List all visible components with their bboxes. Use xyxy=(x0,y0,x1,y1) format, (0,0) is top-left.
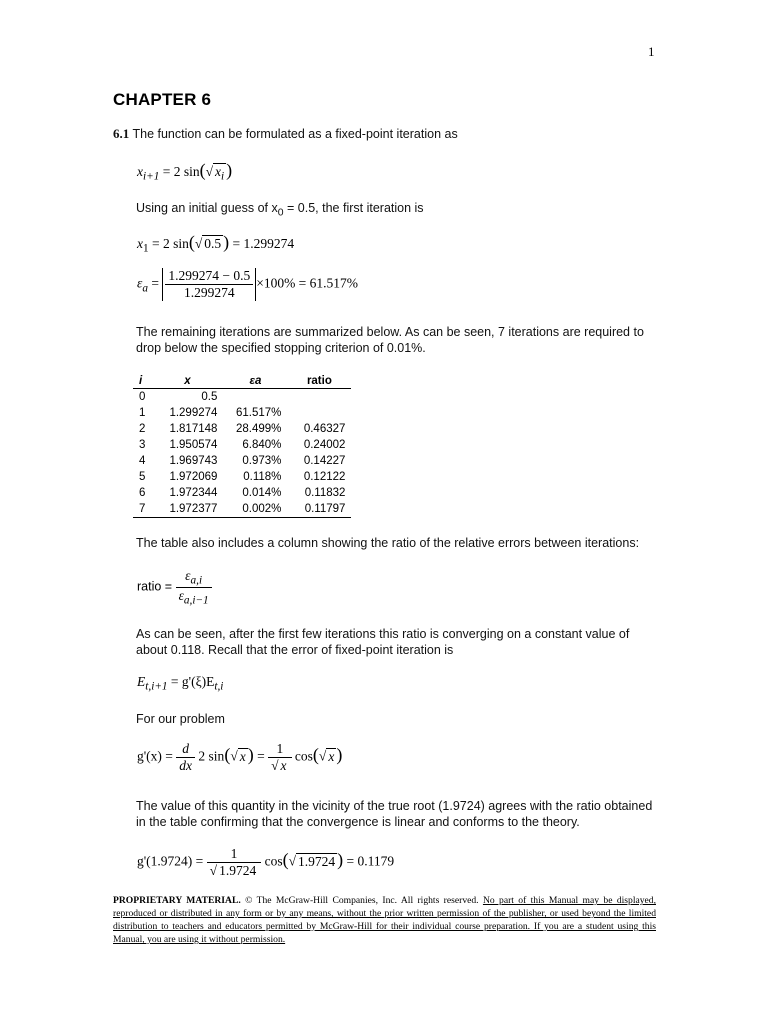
eq1-lhs: x xyxy=(137,164,143,179)
deriv-cos: cos xyxy=(294,748,313,764)
deriv-den-var: x xyxy=(280,758,287,773)
cell-i: 2 xyxy=(139,423,146,435)
eq2-lhs: x xyxy=(137,236,143,251)
chapter-title: CHAPTER 6 xyxy=(113,90,212,109)
deriv-var: x xyxy=(239,748,246,764)
cell-ratio: 0.14227 xyxy=(303,455,346,467)
intro-text: The function can be formulated as a fixed-point iteration as xyxy=(132,127,458,141)
value-text: The value of this quantity in the vicinity of the true root (1.9724) agrees with the ratio obtained in the table confirming that the convergence is linear and conforms to the theory. xyxy=(136,799,653,829)
problem-intro xyxy=(113,126,458,142)
table-row xyxy=(133,389,351,406)
eq2-rhs-pre: = 2 sin xyxy=(152,236,189,251)
cell-ratio: 0.24002 xyxy=(303,439,346,451)
deriv-mid: 2 sin xyxy=(198,748,225,764)
cell-i: 0 xyxy=(139,391,146,403)
ratio-equation xyxy=(137,568,212,606)
relative-error-equation: $\varepsilon_a$ = $\frac{1.299274 - 0.5}{1.299274}$ ×100% = 61.517% xyxy=(137,268,359,300)
ratio-eq-den-sub: a,i−1 xyxy=(183,594,209,607)
col-ea-header: εa xyxy=(223,374,287,389)
eq3-lhs-sub: a xyxy=(142,282,148,295)
cell-ea: 28.499% xyxy=(236,423,282,435)
ratio-eq-lhs: ratio = xyxy=(137,579,173,594)
eq3-lhs: ε xyxy=(137,275,143,291)
error-eq-lhs: E xyxy=(137,674,146,689)
eq1-rhs-pre: = 2 sin xyxy=(162,164,200,179)
initial-guess-a: Using an initial guess of x xyxy=(136,201,278,215)
cell-ea: 61.517% xyxy=(236,407,282,419)
table-row xyxy=(133,437,351,453)
deriv-cos-var: x xyxy=(328,748,335,764)
cell-i: 4 xyxy=(139,455,146,467)
final-radicand: 1.9724 xyxy=(298,853,336,869)
ratio-eq-num-sub: a,i xyxy=(190,574,203,587)
cell-x: 1.969743 xyxy=(169,455,218,467)
deriv-eq: = xyxy=(257,748,265,764)
eq3-numerator: 1.299274 − 0.5 xyxy=(168,268,251,283)
cell-ratio: 0.11797 xyxy=(287,501,351,518)
error-eq-rhs: = g'(ξ)E xyxy=(170,674,215,689)
cell-ratio: 0.11832 xyxy=(304,487,346,499)
final-lhs: g'(1.9724) = xyxy=(137,853,204,869)
eq1-rhs-var: x xyxy=(215,164,222,179)
table-row xyxy=(133,421,351,437)
cell-ratio xyxy=(287,389,351,406)
footer-bold: PROPRIETARY MATERIAL. xyxy=(113,895,241,906)
error-eq-rhs-sub: t,i xyxy=(214,680,224,693)
deriv-d-num: d xyxy=(182,741,190,756)
table-row xyxy=(133,485,351,501)
convergence-text: As can be seen, after the first few iterations this ratio is converging on a constant value of about 0.118. Recall that the error of fixed-point iteration is xyxy=(136,627,630,657)
ratio-eq-den: ε xyxy=(178,587,184,603)
cell-ea: 6.840% xyxy=(242,439,282,451)
col-ratio-header: ratio xyxy=(287,374,351,389)
deriv-lhs: g'(x) = xyxy=(137,748,173,764)
footer-copyright: © The McGraw-Hill Companies, Inc. All rights reserved. xyxy=(240,895,483,906)
for-our-problem-text: For our problem xyxy=(136,712,225,726)
col-x-header: x xyxy=(151,374,223,389)
first-iteration-equation: $x_1 = 2$ sin(√ 0.5 ) = 1.299274 xyxy=(137,232,295,255)
cell-ea: 0.118% xyxy=(243,471,282,483)
eq3-result: ×100% = 61.517% xyxy=(256,275,359,291)
cell-i: 3 xyxy=(139,439,146,451)
final-one: 1 xyxy=(230,846,238,861)
ratio-description-text: The table also includes a column showing the ratio of the relative errors between iterations: xyxy=(136,536,640,550)
footer-underlined: No part of this Manual may be displayed, reproduced or distributed in any form or by any means, without the prior written permission of the publisher, or used beyond the limited distribution to teachers and educators permitted by McGraw-Hill for their individual course preparation. If you are a student using this Manual, you are using it without permission. xyxy=(113,895,656,945)
cell-x: 1.950574 xyxy=(169,439,218,451)
col-i-header: i xyxy=(133,374,151,389)
cell-x: 1.972344 xyxy=(169,487,218,499)
table-row xyxy=(133,501,351,518)
copyright-footer xyxy=(113,894,656,946)
eq1-lhs-sub: i+1 xyxy=(143,170,160,183)
iteration-table-wrapper xyxy=(133,374,351,518)
table-header-row xyxy=(133,374,351,389)
final-cos: cos xyxy=(264,853,283,869)
error-equation xyxy=(137,674,223,693)
eq2-radicand: 0.5 xyxy=(204,236,222,251)
fixed-point-equation: $x_{i+1} = 2$ sin(√ $x_i$ ) xyxy=(137,160,233,183)
cell-x: 1.299274 xyxy=(169,407,218,419)
cell-ratio xyxy=(287,405,351,421)
remaining-iterations-text: The remaining iterations are summarized below. As can be seen, 7 iterations are required to drop below the specified stopping criterion of 0.01%. xyxy=(136,325,644,355)
cell-i: 1 xyxy=(139,407,146,419)
derivative-equation: g'(x) = $\frac{d}{dx}$ 2 sin(√ x ) = $\frac{1}{√ x}$ cos(√ x ) xyxy=(137,741,343,773)
deriv-d-den: dx xyxy=(176,757,195,774)
final-den: 1.9724 xyxy=(219,863,257,878)
cell-ea xyxy=(223,389,287,406)
table-body xyxy=(133,389,351,518)
initial-guess-b: = 0.5, the first iteration is xyxy=(283,201,424,215)
final-result: = 0.1179 xyxy=(346,853,395,869)
cell-x: 1.972069 xyxy=(169,471,218,483)
problem-number: 6.1 xyxy=(113,126,130,141)
cell-x: 1.817148 xyxy=(169,423,218,435)
cell-ea: 0.014% xyxy=(242,487,282,499)
cell-ea: 0.973% xyxy=(242,455,282,467)
initial-guess-sub: 0 xyxy=(277,207,284,219)
table-row xyxy=(133,405,351,421)
cell-x: 0.5 xyxy=(201,391,218,403)
deriv-one: 1 xyxy=(276,741,284,756)
initial-guess-text xyxy=(136,200,424,222)
cell-ratio: 0.46327 xyxy=(303,423,346,435)
cell-i: 5 xyxy=(139,471,146,483)
cell-ratio: 0.12122 xyxy=(303,471,346,483)
cell-x: 1.972377 xyxy=(151,501,223,518)
error-eq-lhs-sub: t,i+1 xyxy=(145,680,168,693)
iteration-table xyxy=(133,374,351,518)
ratio-eq-num: ε xyxy=(185,568,191,583)
final-equation: g'(1.9724) = $\frac{1}{√ 1.9724}$ cos(√ 1.9724 ) = 0.1179 xyxy=(137,846,395,878)
page-number: 1 xyxy=(648,44,655,59)
eq2-result: = 1.299274 xyxy=(232,236,295,251)
table-row xyxy=(133,453,351,469)
eq1-rhs-sub: i xyxy=(221,170,225,183)
eq2-lhs-sub: 1 xyxy=(143,242,149,255)
eq3-denominator: 1.299274 xyxy=(165,284,253,301)
cell-i: 7 xyxy=(133,501,151,518)
cell-ea: 0.002% xyxy=(223,501,287,518)
cell-i: 6 xyxy=(139,487,146,499)
table-row xyxy=(133,469,351,485)
